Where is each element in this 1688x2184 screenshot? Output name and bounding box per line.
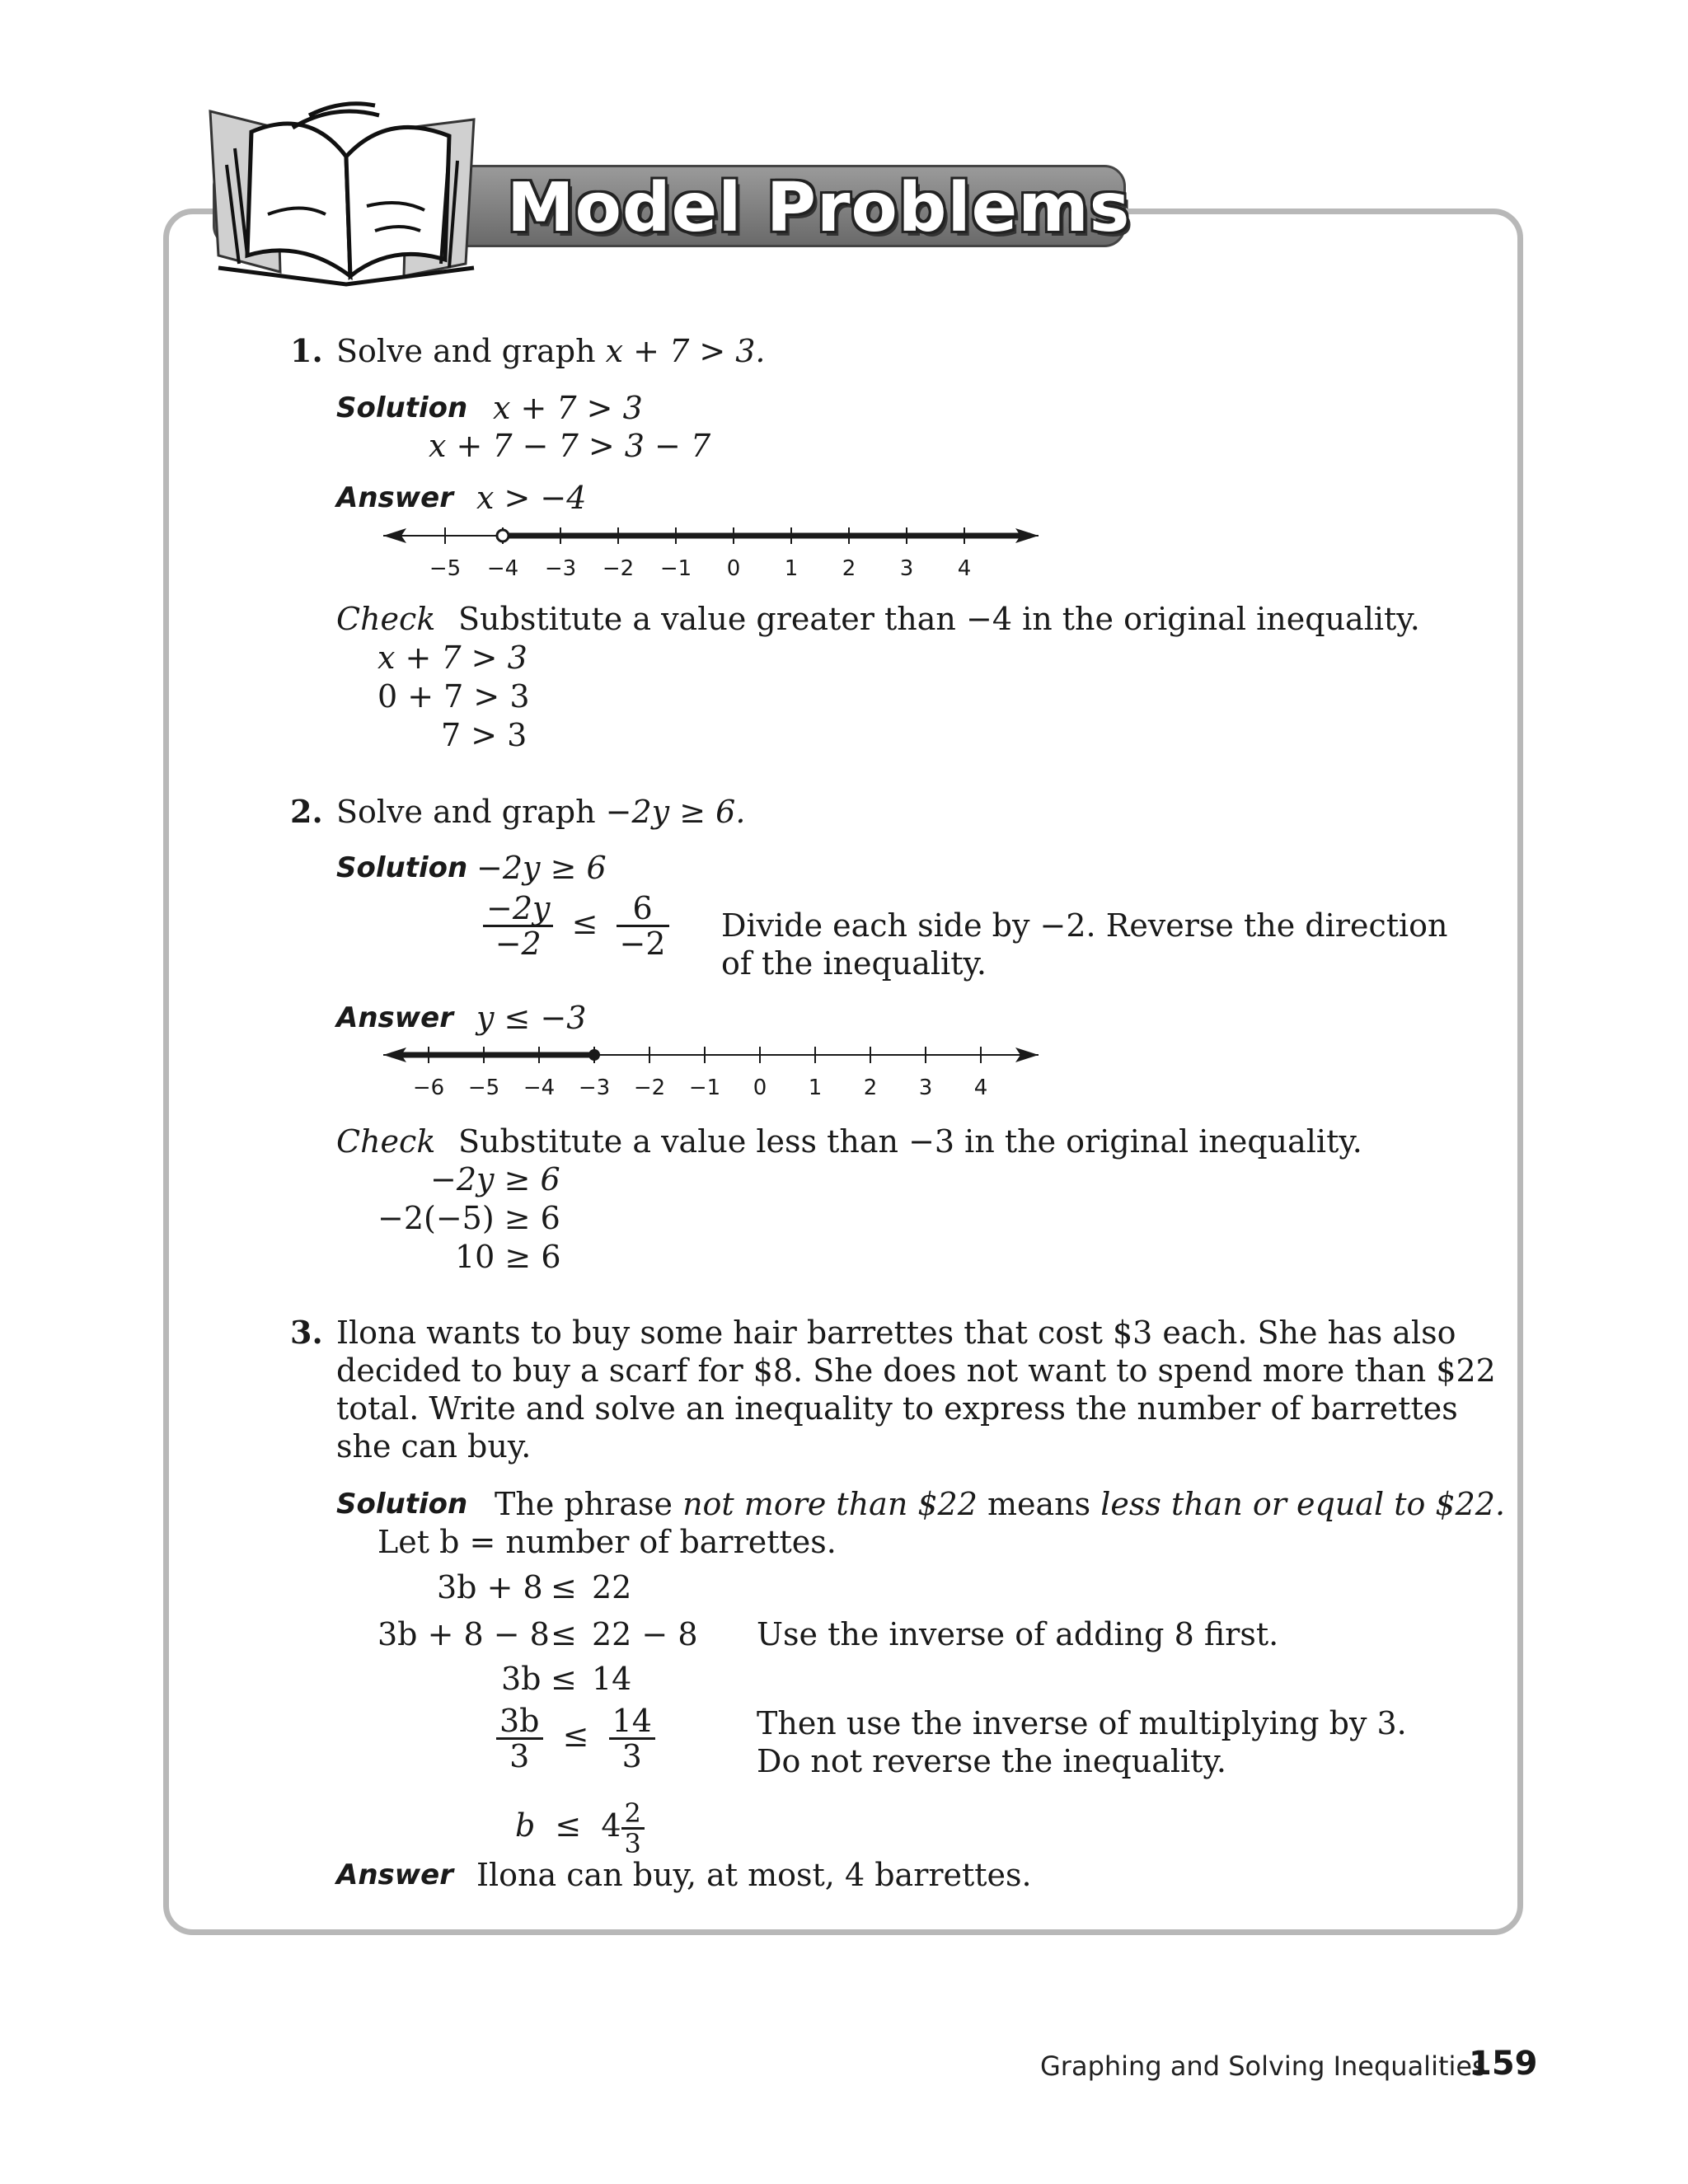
step-note: Divide each side by −2. Reverse the direction	[721, 907, 1448, 944]
fraction: $\frac{6}{-2}$	[617, 892, 669, 960]
solution-line: x + 7 − 7 > 3 − 7	[429, 428, 711, 464]
check-text: Substitute a value greater than −4 in the original inequality.	[458, 601, 1420, 637]
answer-label: Answer	[336, 481, 453, 514]
step-note: Use the inverse of adding 8 first.	[757, 1616, 1279, 1652]
fraction-step: $\frac{3b}{3}$ ≤ $\frac{14}{3}$	[496, 1704, 655, 1773]
tick-label: −3	[578, 1076, 611, 1100]
problem-1-prompt	[336, 332, 766, 370]
tick-label: −5	[467, 1076, 500, 1100]
problem-2-prompt-expr: −2y ≥ 6.	[605, 794, 746, 830]
solution-intro: The phrase not more than $22 means less than or equal to $22.	[495, 1486, 1506, 1522]
solution-line: 22 − 8	[592, 1616, 698, 1652]
step-note: Then use the inverse of multiplying by 3.	[757, 1705, 1407, 1741]
fraction: $\frac{3b}{3}$	[496, 1704, 543, 1773]
tick-label: 1	[784, 556, 799, 581]
fraction: $\frac{14}{3}$	[609, 1704, 655, 1773]
check-line: x + 7 > 3	[377, 640, 528, 676]
step-note: Do not reverse the inequality.	[757, 1743, 1226, 1779]
check-line: 10 ≥ 6	[455, 1239, 561, 1275]
check-text: Substitute a value less than −3 in the original inequality.	[458, 1123, 1362, 1160]
step-note: of the inequality.	[721, 945, 987, 982]
check-line: −2(−5) ≥ 6	[377, 1200, 560, 1236]
variable-definition: Let b = number of barrettes.	[377, 1524, 837, 1560]
closed-point	[588, 1049, 600, 1061]
solution-line: 3b	[501, 1661, 542, 1697]
problem-2-prompt	[336, 793, 745, 831]
tick-label: −3	[544, 556, 577, 581]
solution-label: Solution	[336, 391, 468, 424]
problem-2-prompt-text: Solve and graph	[336, 794, 606, 830]
check-label: Check	[336, 601, 436, 637]
tick-label: 3	[918, 1076, 933, 1100]
problem-1-prompt-expr: x + 7 > 3.	[605, 333, 766, 369]
tick-label: 2	[863, 1076, 878, 1100]
number-line	[375, 1034, 1051, 1100]
solution-line: 14	[592, 1661, 632, 1697]
number-line	[375, 515, 1051, 581]
solution-line: x + 7 > 3	[493, 390, 643, 426]
solution-line: ≤	[551, 1661, 577, 1697]
solution-line: 22	[592, 1569, 632, 1605]
problem-2-number: 2.	[290, 793, 323, 830]
page-number: 159	[1469, 2045, 1538, 2083]
tick-label: −4	[486, 556, 519, 581]
page-title: Model Problems	[507, 169, 1131, 247]
tick-label: −1	[659, 556, 692, 581]
tick-label: 4	[957, 556, 972, 581]
problem-3-text: Ilona wants to buy some hair barrettes that cost $3 each. She has also	[336, 1315, 1456, 1351]
tick-label: 2	[842, 556, 856, 581]
solution-line: ≤	[551, 1569, 577, 1605]
check-line: −2y ≥ 6	[430, 1161, 560, 1197]
check-line: 7 > 3	[441, 717, 528, 753]
problem-1-number: 1.	[290, 332, 323, 369]
solution-line: −2y ≥ 6	[476, 850, 607, 886]
tick-label: 0	[726, 556, 741, 581]
tick-label: −5	[429, 556, 462, 581]
check-line: 0 + 7 > 3	[377, 678, 530, 715]
problem-3-text: total. Write and solve an inequality to express the number of barrettes	[336, 1390, 1458, 1427]
tick-label: −6	[412, 1076, 445, 1100]
problem-3-text: she can buy.	[336, 1428, 532, 1465]
problem-3-text: decided to buy a scarf for $8. She does not want to spend more than $22	[336, 1352, 1496, 1389]
answer-label: Answer	[336, 1858, 453, 1891]
tick-label: 4	[973, 1076, 988, 1100]
problem-1-prompt-text: Solve and graph	[336, 333, 606, 369]
fraction: $\frac{2}{3}$	[621, 1799, 645, 1858]
answer-label: Answer	[336, 1001, 453, 1034]
answer-value: y ≤ −3	[476, 1000, 587, 1036]
tick-label: −2	[633, 1076, 666, 1100]
tick-label: −4	[523, 1076, 556, 1100]
answer-value: x > −4	[476, 480, 587, 516]
tick-label: 1	[808, 1076, 823, 1100]
tick-label: −1	[688, 1076, 721, 1100]
tick-label: 0	[753, 1076, 767, 1100]
fraction-step: $\frac{-2y}{-2}$ ≤ $\frac{6}{-2}$	[483, 892, 669, 960]
chapter-title: Graphing and Solving Inequalities	[1040, 2050, 1486, 2082]
answer-value: Ilona can buy, at most, 4 barrettes.	[476, 1857, 1032, 1893]
check-label: Check	[336, 1123, 436, 1160]
tick-label: −2	[602, 556, 635, 581]
solution-line: ≤	[551, 1616, 577, 1652]
solution-line: 3b + 8 − 8	[377, 1616, 550, 1652]
problem-3-number: 3.	[290, 1314, 323, 1351]
open-book-icon	[202, 99, 499, 293]
mixed-number-step: b ≤ 4 $\frac{2}{3}$	[515, 1799, 645, 1858]
solution-line: 3b + 8	[437, 1569, 543, 1605]
fraction: $\frac{-2y}{-2}$	[483, 892, 553, 960]
open-point	[497, 530, 509, 541]
solution-label: Solution	[336, 851, 468, 884]
tick-label: 3	[899, 556, 914, 581]
solution-label: Solution	[336, 1488, 468, 1521]
